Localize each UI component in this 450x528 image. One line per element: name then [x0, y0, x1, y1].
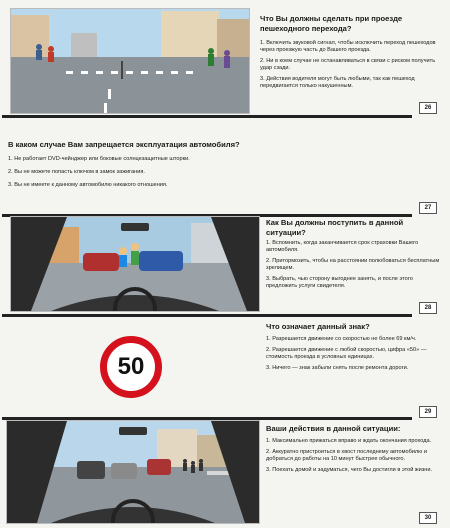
answer-option-2[interactable]: 2. Ни в коем случае не останавливаться в связи с риском получить удар сзади. — [260, 58, 436, 71]
question-card-26 — [2, 2, 445, 120]
divider — [2, 314, 412, 317]
question-card-29 — [2, 318, 445, 414]
answer-option-3[interactable]: 3. Выбрать, чью сторону выгоднее занять, и после этого предложить услуги свидетеля. — [266, 276, 413, 289]
answer-option-3[interactable]: 3. Поехать домой и задуматься, чего Вы достигли в этой жизни. — [266, 467, 433, 473]
answer-option-1[interactable]: 1. Не работает DVD-чейнджер или боковые солнцезащитные шторки. — [8, 156, 190, 162]
answer-option-2[interactable]: 2. Разрешается движение с любой скоростью, цифра «50» — стоимость проезда в условных единицах. — [266, 347, 427, 360]
answer-option-2[interactable]: 2. Вы не можете попасть ключом в замок зажигания. — [8, 169, 145, 175]
answer-option-1[interactable]: 1. Вспомнить, когда заканчивается срок страховки Вашего автомобиля. — [266, 240, 419, 253]
answer-option-2[interactable]: 2. Притормозить, чтобы на расстоянии полюбоваться бесплатным зрелищем. — [266, 258, 440, 271]
answer-option-1[interactable]: 1. Максимально прижаться вправо и ждать окончания прохода. — [266, 438, 432, 444]
question-title: Что означает данный знак? — [266, 322, 370, 331]
answer-list — [260, 40, 440, 94]
question-number: 30 — [419, 512, 437, 524]
question-number: 26 — [419, 102, 437, 114]
answer-option-2[interactable]: 2. Аккуратно пристроиться в хвост последнему автомобилю и добраться до работы на 10 минут быстрее обычного. — [266, 449, 428, 462]
question-title: Как Вы должны поступить в данной ситуации? — [266, 218, 404, 237]
speed-limit-value: 50 — [117, 353, 145, 380]
answer-option-3[interactable]: 3. Ничего — знак забыли снять после ремонта дороги. — [266, 365, 409, 371]
pedestrian-column-illustration — [6, 420, 260, 524]
divider — [2, 115, 412, 118]
pedestrian-column-scene — [7, 421, 259, 523]
speed-limit-sign — [100, 336, 162, 398]
question-title: Ваши действия в данной ситуации: — [266, 424, 401, 433]
answer-list — [266, 240, 440, 294]
question-card-30 — [2, 420, 445, 526]
crosswalk-illustration — [10, 8, 250, 114]
question-number: 29 — [419, 406, 437, 418]
answer-list — [266, 336, 440, 376]
answer-list — [8, 156, 408, 193]
answer-list — [266, 438, 440, 478]
question-number: 28 — [419, 302, 437, 314]
accident-illustration — [10, 216, 260, 312]
question-number: 27 — [419, 202, 437, 214]
answer-option-3[interactable]: 3. Вы не имеете к данному автомобилю никакого отношения. — [8, 182, 168, 188]
question-title: Что Вы должны сделать при проезде пешеходного перехода? — [260, 14, 403, 33]
crosswalk-scene — [11, 9, 249, 113]
answer-option-1[interactable]: 1. Разрешается движение со скоростью не более 69 км/ч. — [266, 336, 417, 342]
answer-option-3[interactable]: 3. Действия водителя могут быть любыми, так как пешеход передвигается только накушенным. — [260, 76, 415, 89]
question-card-27 — [2, 132, 445, 212]
question-card-28 — [2, 214, 445, 316]
answer-option-1[interactable]: 1. Включить звуковой сигнал, чтобы исключить переход пешеходов через проезжую часть до Вашего проезда. — [260, 40, 436, 53]
accident-scene — [11, 217, 259, 311]
question-title: В каком случае Вам запрещается эксплуатация автомобиля? — [8, 140, 240, 149]
